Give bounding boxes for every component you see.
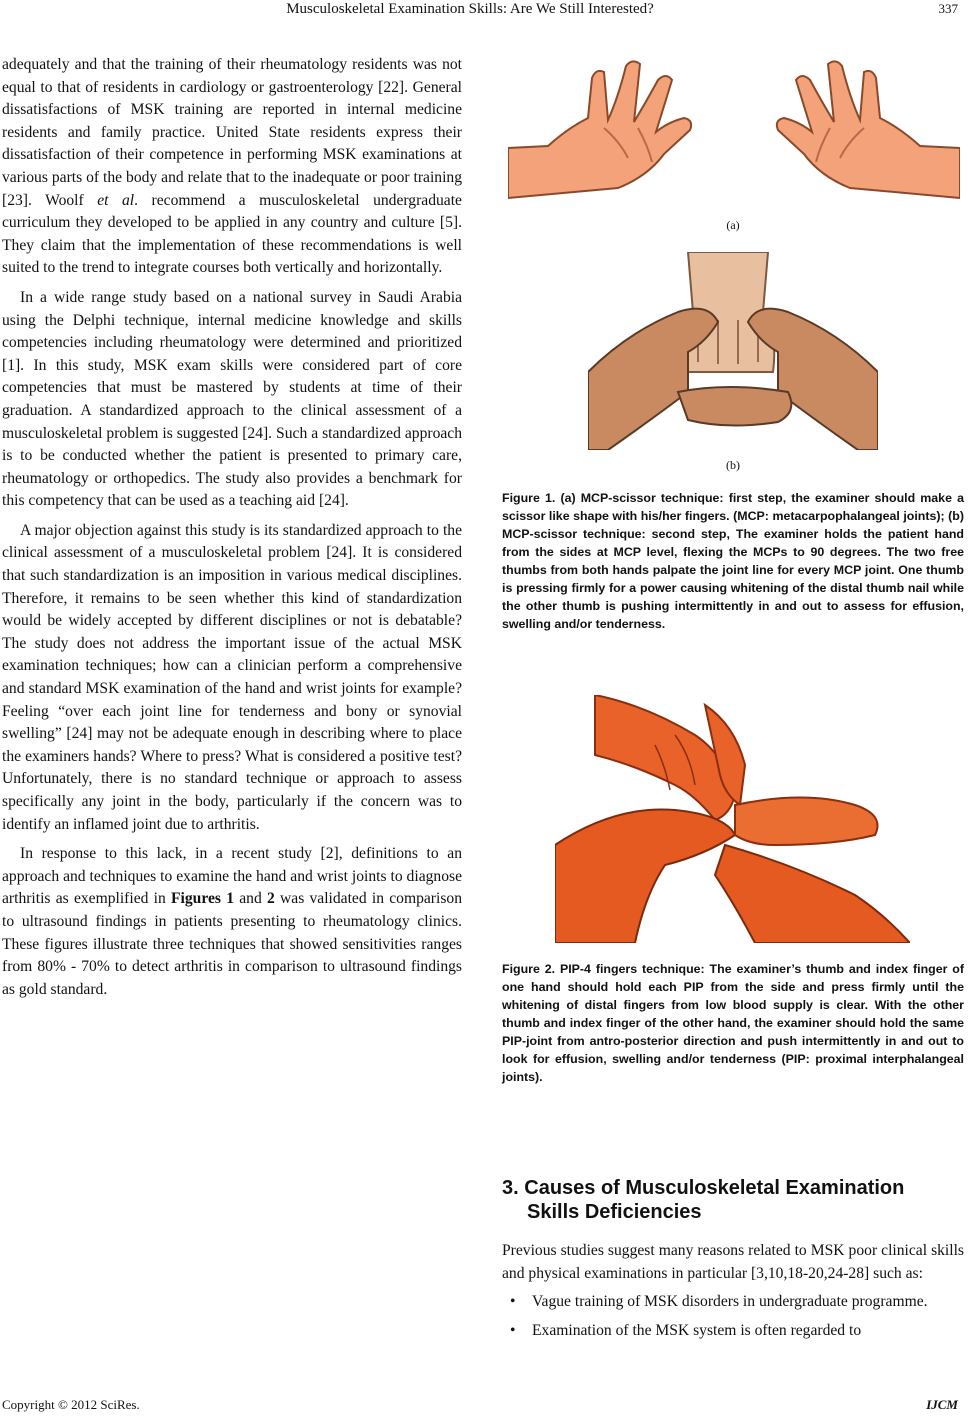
section-3-intro: Previous studies suggest many reasons related to MSK poor clinical skills and physical examinations in particular [3,10,18-20,24-28] such as:	[502, 1242, 964, 1282]
journal-footer: IJCM	[926, 1397, 958, 1412]
right-hand-illustration	[777, 61, 960, 198]
figure-2-ref: 2	[266, 890, 275, 908]
section-title-line2: Skills Deficiencies	[527, 1201, 702, 1223]
running-title: Musculoskeletal Examination Skills: Are We Still Interested?	[286, 1, 654, 17]
paragraph-4: In response to this lack, in a recent study [2], definitions to an approach and techniques to examine the hand and wrist joints to diagnose arthritis as exemplified in Figures 1 and 2 was validated in comparison to ultrasound findings in patients presenting to rheumatology clinics. These figures illustrate three techniques that showed sensitivities ranges from 80% - 70% to detect arthritis in comparison to ultrasound findings as gold standard.	[2, 845, 462, 998]
figure-1-caption: Figure 1. (a) MCP-scissor technique: first step, the examiner should make a scissor like shape with his/her fingers. (MCP: metacarpophalangeal joints); (b) MCP-scissor technique: second step, The examiner holds the patient hand from the sides at MCP level, flexing the MCPs to 90 degrees. The two free thumbs from both hands palpate the joint line for every MCP joint. One thumb is pressing firmly for a power causing whitening of the distal thumb nail while the other thumb is pushing intermittently in and out to assess for effusion, swelling and/or tenderness.	[502, 491, 964, 631]
page-number: 337	[938, 1, 958, 16]
section-3-heading	[502, 1176, 942, 1224]
list-item: • Examination of the MSK system is often regarded to	[510, 1321, 862, 1339]
left-column	[2, 54, 462, 1001]
page-header	[0, 0, 968, 22]
causes-list	[502, 1291, 964, 1342]
figure-1b-label: (b)	[726, 458, 740, 472]
left-hand-illustration	[508, 61, 691, 198]
figure-1b-image	[588, 252, 878, 450]
paragraph-2: In a wide range study based on a national survey in Saudi Arabia using the Delphi technique, internal medicine knowledge and skills competencies including rheumatology were determined and prioritized [1]. In this study, MSK exam skills were considered part of core competencies that must be mastered by students at time of their graduation. A standardized approach to the clinical assessment of a musculoskeletal problem is suggested [24]. Such a standardized approach is to be conducted whether the patient is presented to primary care, rheumatology or orthopedics. The study also provides a benchmark for this competency that can be used as a teaching aid [24].	[2, 288, 462, 510]
list-item: • Vague training of MSK disorders in undergraduate programme.	[510, 1293, 928, 1311]
paragraph-3: A major objection against this study is its standardized approach to the clinical assessment of a musculoskeletal problem [24]. It is considered that such standardization is an imposition in various medical disciplines. Therefore, it remains to be seen whether this kind of standardization would be widely accepted by different disciplines or not is debatable? The study does not address the important issue of the actual MSK examination techniques; how can a clinician perform a comprehensive and standard MSK examination of the hand and wrist joints for example? Feeling “over each joint line for tenderness and bony or synovial swelling” [24] may not be adequate enough in describing where to place the examiners hands? Where to press? What is considered a positive test? Unfortunately, there is no standard technique or approach to assess specifically any joint in the body, particularly if the concern was to identify an inflamed joint due to arthritis.	[2, 521, 462, 833]
figure-1a-image	[508, 58, 960, 213]
figure-1a-label: (a)	[726, 218, 740, 232]
copyright-footer: Copyright © 2012 SciRes.	[2, 1397, 140, 1412]
figure-2-caption: Figure 2. PIP-4 fingers technique: The examiner’s thumb and index finger of one hand should hold each PIP from the side and press firmly until the whitening of distal fingers from low blood supply is clear. With the other thumb and index finger of the other hand, the examiner should hold the same PIP-joint from antro-posterior direction and push intermittently in and out to look for effusion, swelling and/or tenderness (PIP: proximal interphalangeal joints).	[502, 962, 964, 1084]
section-3-body	[502, 1240, 964, 1348]
figure-2-image	[555, 695, 910, 943]
figure-1-ref: Figures 1	[171, 890, 234, 908]
paragraph-1: adequately and that the training of their rheumatology residents was not equal to that of residents in cardiology or gastroenterology [22]. General dissatisfactions of MSK training are reported in internal medicine residents and family practice. United State residents express their dissatisfaction of their competence in performing MSK examinations at various parts of the body and relate that to the inadequate or poor training [23]. Woolf et al. recommend a musculoskeletal undergraduate curriculum they developed to be applied in any country and culture [5]. They claim that the implementation of these recommendations is well suited to the trend to integrate courses both vertically and horizontally.	[2, 56, 462, 277]
section-title-line1: Causes of Musculoskeletal Examination	[524, 1177, 905, 1199]
section-number: 3.	[502, 1177, 519, 1199]
